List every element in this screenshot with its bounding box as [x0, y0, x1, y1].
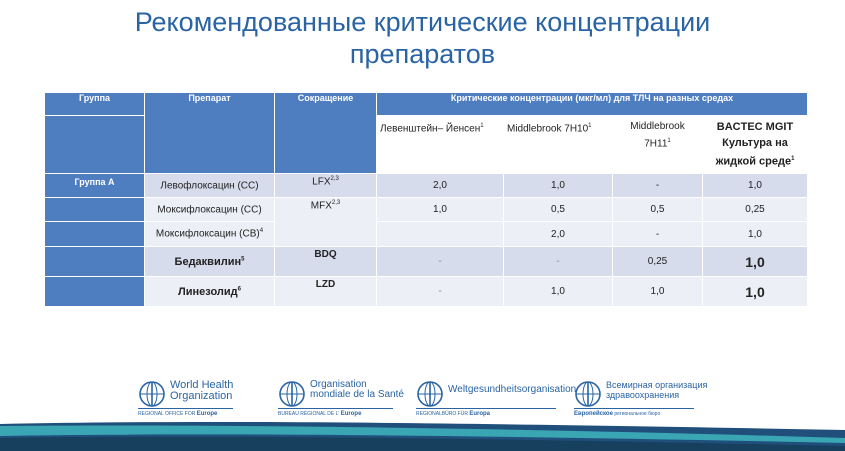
group-a-label: Группа А	[45, 174, 145, 198]
media-mgit: BACTEC MGIT Культура на жидкой среде$^1$	[703, 116, 808, 174]
header-row	[45, 93, 808, 116]
media-7h11: Middlebrook $7H11^1$	[613, 116, 703, 174]
logo-region: Европейское региональное бюро	[574, 411, 661, 417]
group-cell	[45, 247, 145, 277]
logo-who-de	[416, 376, 577, 420]
table-row	[45, 247, 808, 277]
drug-name: Моксифлоксацин (CB)$^4$	[145, 222, 275, 247]
critical-concentrations-table	[44, 92, 808, 307]
header-group: Группа	[45, 93, 145, 116]
value-lj: 2,0	[377, 174, 504, 198]
value-7h11: 1,0	[613, 277, 703, 307]
logo-region: BUREAU RÉGIONAL DE L' Europe	[278, 411, 362, 417]
value-7h10: 2,0	[504, 222, 613, 247]
logo-divider	[416, 408, 556, 409]
value-7h11: -	[613, 174, 703, 198]
logo-divider	[574, 408, 694, 409]
value-mgit: 1,0	[703, 277, 808, 307]
logo-text: Organisation mondiale de la Santé	[310, 379, 404, 400]
group-cell	[45, 222, 145, 247]
header-concentrations: Критические концентрации (мкг/мл) для ТЛЧ на разных средах	[377, 93, 808, 116]
value-lj: 1,0	[377, 198, 504, 222]
logo-who-en	[138, 376, 268, 420]
table-row	[45, 174, 808, 198]
value-lj: -	[377, 247, 504, 277]
logo-text: World Health Organization	[170, 379, 234, 402]
page-title	[0, 6, 845, 70]
who-emblem-icon	[138, 380, 166, 408]
who-logos	[138, 376, 718, 420]
value-7h10: 1,0	[504, 174, 613, 198]
logo-text: Всемирная организация здравоохранения	[606, 380, 708, 400]
value-mgit: 1,0	[703, 174, 808, 198]
who-emblem-icon	[416, 380, 444, 408]
value-7h11: -	[613, 222, 703, 247]
logo-divider	[278, 408, 393, 409]
footer-wave-band	[0, 418, 845, 451]
logo-who-fr	[278, 376, 408, 420]
drug-name: Линезолид$^6$	[145, 277, 275, 307]
who-emblem-icon	[278, 380, 306, 408]
value-7h11: 0,5	[613, 198, 703, 222]
logo-text: Weltgesundheitsorganisation	[448, 384, 577, 395]
value-7h10: 1,0	[504, 277, 613, 307]
value-7h10: 0,5	[504, 198, 613, 222]
logo-divider	[138, 408, 233, 409]
title-line-2: препаратов	[349, 39, 496, 69]
logo-region: REGIONALBÜRO FÜR Europa	[416, 411, 491, 417]
drug-name: Левофлоксацин (СС)	[145, 174, 275, 198]
logo-who-ru	[574, 376, 714, 420]
group-cell	[45, 277, 145, 307]
header-abbr: Сокращение	[275, 93, 377, 174]
table-row	[45, 222, 808, 247]
drug-name: Моксифлоксацин (СС)	[145, 198, 275, 222]
who-emblem-icon	[574, 380, 602, 408]
header-group-fill	[45, 116, 145, 174]
drug-abbr: LZD	[275, 277, 377, 307]
table-row	[45, 198, 808, 222]
media-7h10: Middlebrook $7H10^1$	[504, 116, 613, 174]
value-mgit: 1,0	[703, 247, 808, 277]
value-mgit: 0,25	[703, 198, 808, 222]
value-lj: -	[377, 277, 504, 307]
header-drug: Препарат	[145, 93, 275, 174]
value-mgit: 1,0	[703, 222, 808, 247]
logo-region: REGIONAL OFFICE FOR Europe	[138, 411, 218, 417]
value-lj	[377, 222, 504, 247]
drug-abbr: BDQ	[275, 247, 377, 277]
table-row	[45, 277, 808, 307]
drug-abbr: LFX$^{2,3}$	[275, 174, 377, 198]
title-line-1: Рекомендованные критические концентрации	[134, 7, 711, 37]
drug-abbr: MFX$^{2,3}$	[275, 198, 377, 247]
media-lj: Левенштейн– Йенсен$^1$	[377, 116, 504, 174]
group-cell	[45, 198, 145, 222]
value-7h10: -	[504, 247, 613, 277]
drug-name: Бедаквилин$^5$	[145, 247, 275, 277]
value-7h11: 0,25	[613, 247, 703, 277]
